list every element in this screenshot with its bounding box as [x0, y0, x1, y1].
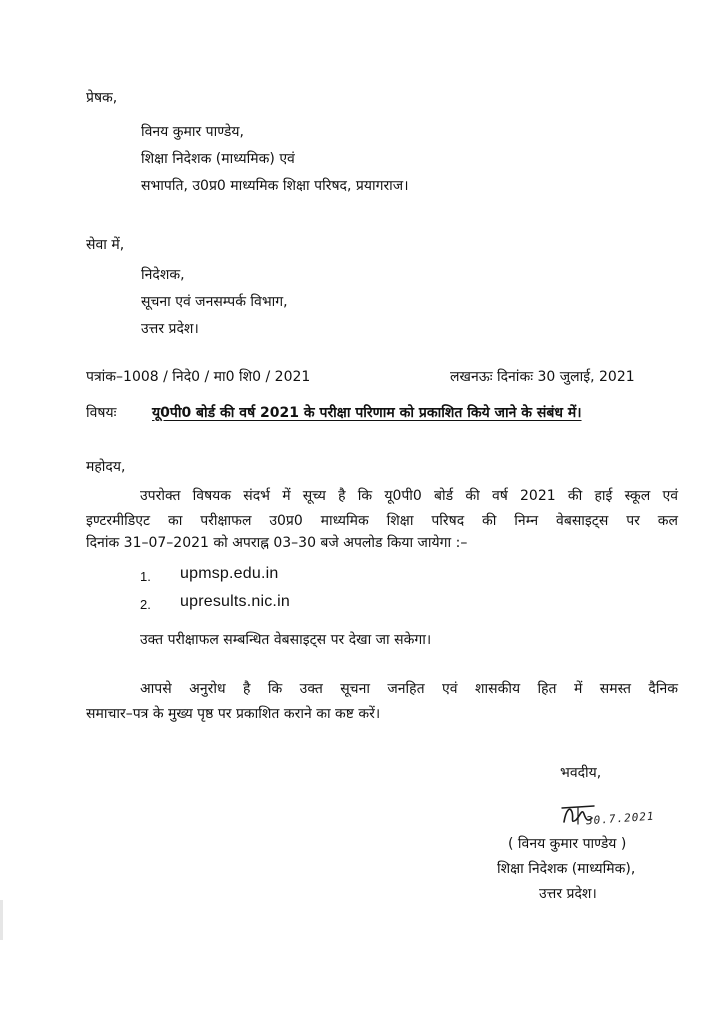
recipient-label: सेवा में, [86, 237, 125, 253]
subject-text: यू0पी0 बोर्ड की वर्ष 2021 के परीक्षा परिणाम को प्रकाशित किये जाने के संबंध में। [152, 405, 582, 421]
salutation: महोदय, [86, 459, 126, 475]
sender-designation-2: सभापति, उ0प्र0 माध्यमिक शिक्षा परिषद, प्रयागराज। [141, 178, 409, 194]
signature-date: 30.7.2021 [585, 809, 655, 828]
body-para3-line1: आपसे अनुरोध है कि उक्त सूचना जनहित एवं शासकीय हित में समस्त दैनिक [140, 681, 678, 697]
recipient-line-1: निदेशक, [141, 267, 185, 283]
body-para1-line1: उपरोक्त विषयक संदर्भ में सूच्य है कि यू0पी0 बोर्ड की वर्ष 2021 की हाई स्कूल एवं [140, 488, 678, 504]
closing-name: ( विनय कुमार पाण्डेय ) [508, 836, 627, 852]
recipient-line-3: उत्तर प्रदेश। [141, 321, 199, 337]
valediction: भवदीय, [560, 765, 602, 781]
sender-name: विनय कुमार पाण्डेय, [141, 124, 244, 140]
website-item-1-number: 1. [140, 569, 151, 584]
website-item-2-number: 2. [140, 597, 151, 612]
closing-state: उत्तर प्रदेश। [539, 886, 597, 902]
recipient-line-2: सूचना एवं जनसम्पर्क विभाग, [141, 294, 288, 310]
website-item-1-url: upmsp.edu.in [180, 565, 279, 582]
reference-date: लखनऊः दिनांकः 30 जुलाई, 2021 [450, 369, 635, 385]
body-para1-line2: इण्टरमीडिएट का परीक्षाफल उ0प्र0 माध्यमिक शिक्षा परिषद की निम्न वेबसाइट्स पर कल [86, 513, 678, 529]
website-item-2-url: upresults.nic.in [180, 593, 290, 610]
body-para1-line3: दिनांक 31–07–2021 को अपराह्न 03–30 बजे अपलोड किया जायेगा :– [86, 535, 468, 551]
body-para3-line2: समाचार–पत्र के मुख्य पृष्ठ पर प्रकाशित कराने का कष्ट करें। [86, 706, 381, 722]
sender-label: प्रेषक, [86, 90, 118, 106]
reference-number: पत्रांक–1008 / निदे0 / मा0 शि0 / 2021 [86, 369, 311, 385]
scan-edge-mark [0, 900, 3, 940]
sender-designation: शिक्षा निदेशक (माध्यमिक) एवं [141, 151, 295, 167]
closing-designation: शिक्षा निदेशक (माध्यमिक), [497, 861, 636, 877]
body-para2: उक्त परीक्षाफल सम्बन्धित वेबसाइट्स पर देखा जा सकेगा। [140, 632, 432, 648]
subject-label: विषयः [86, 405, 117, 421]
